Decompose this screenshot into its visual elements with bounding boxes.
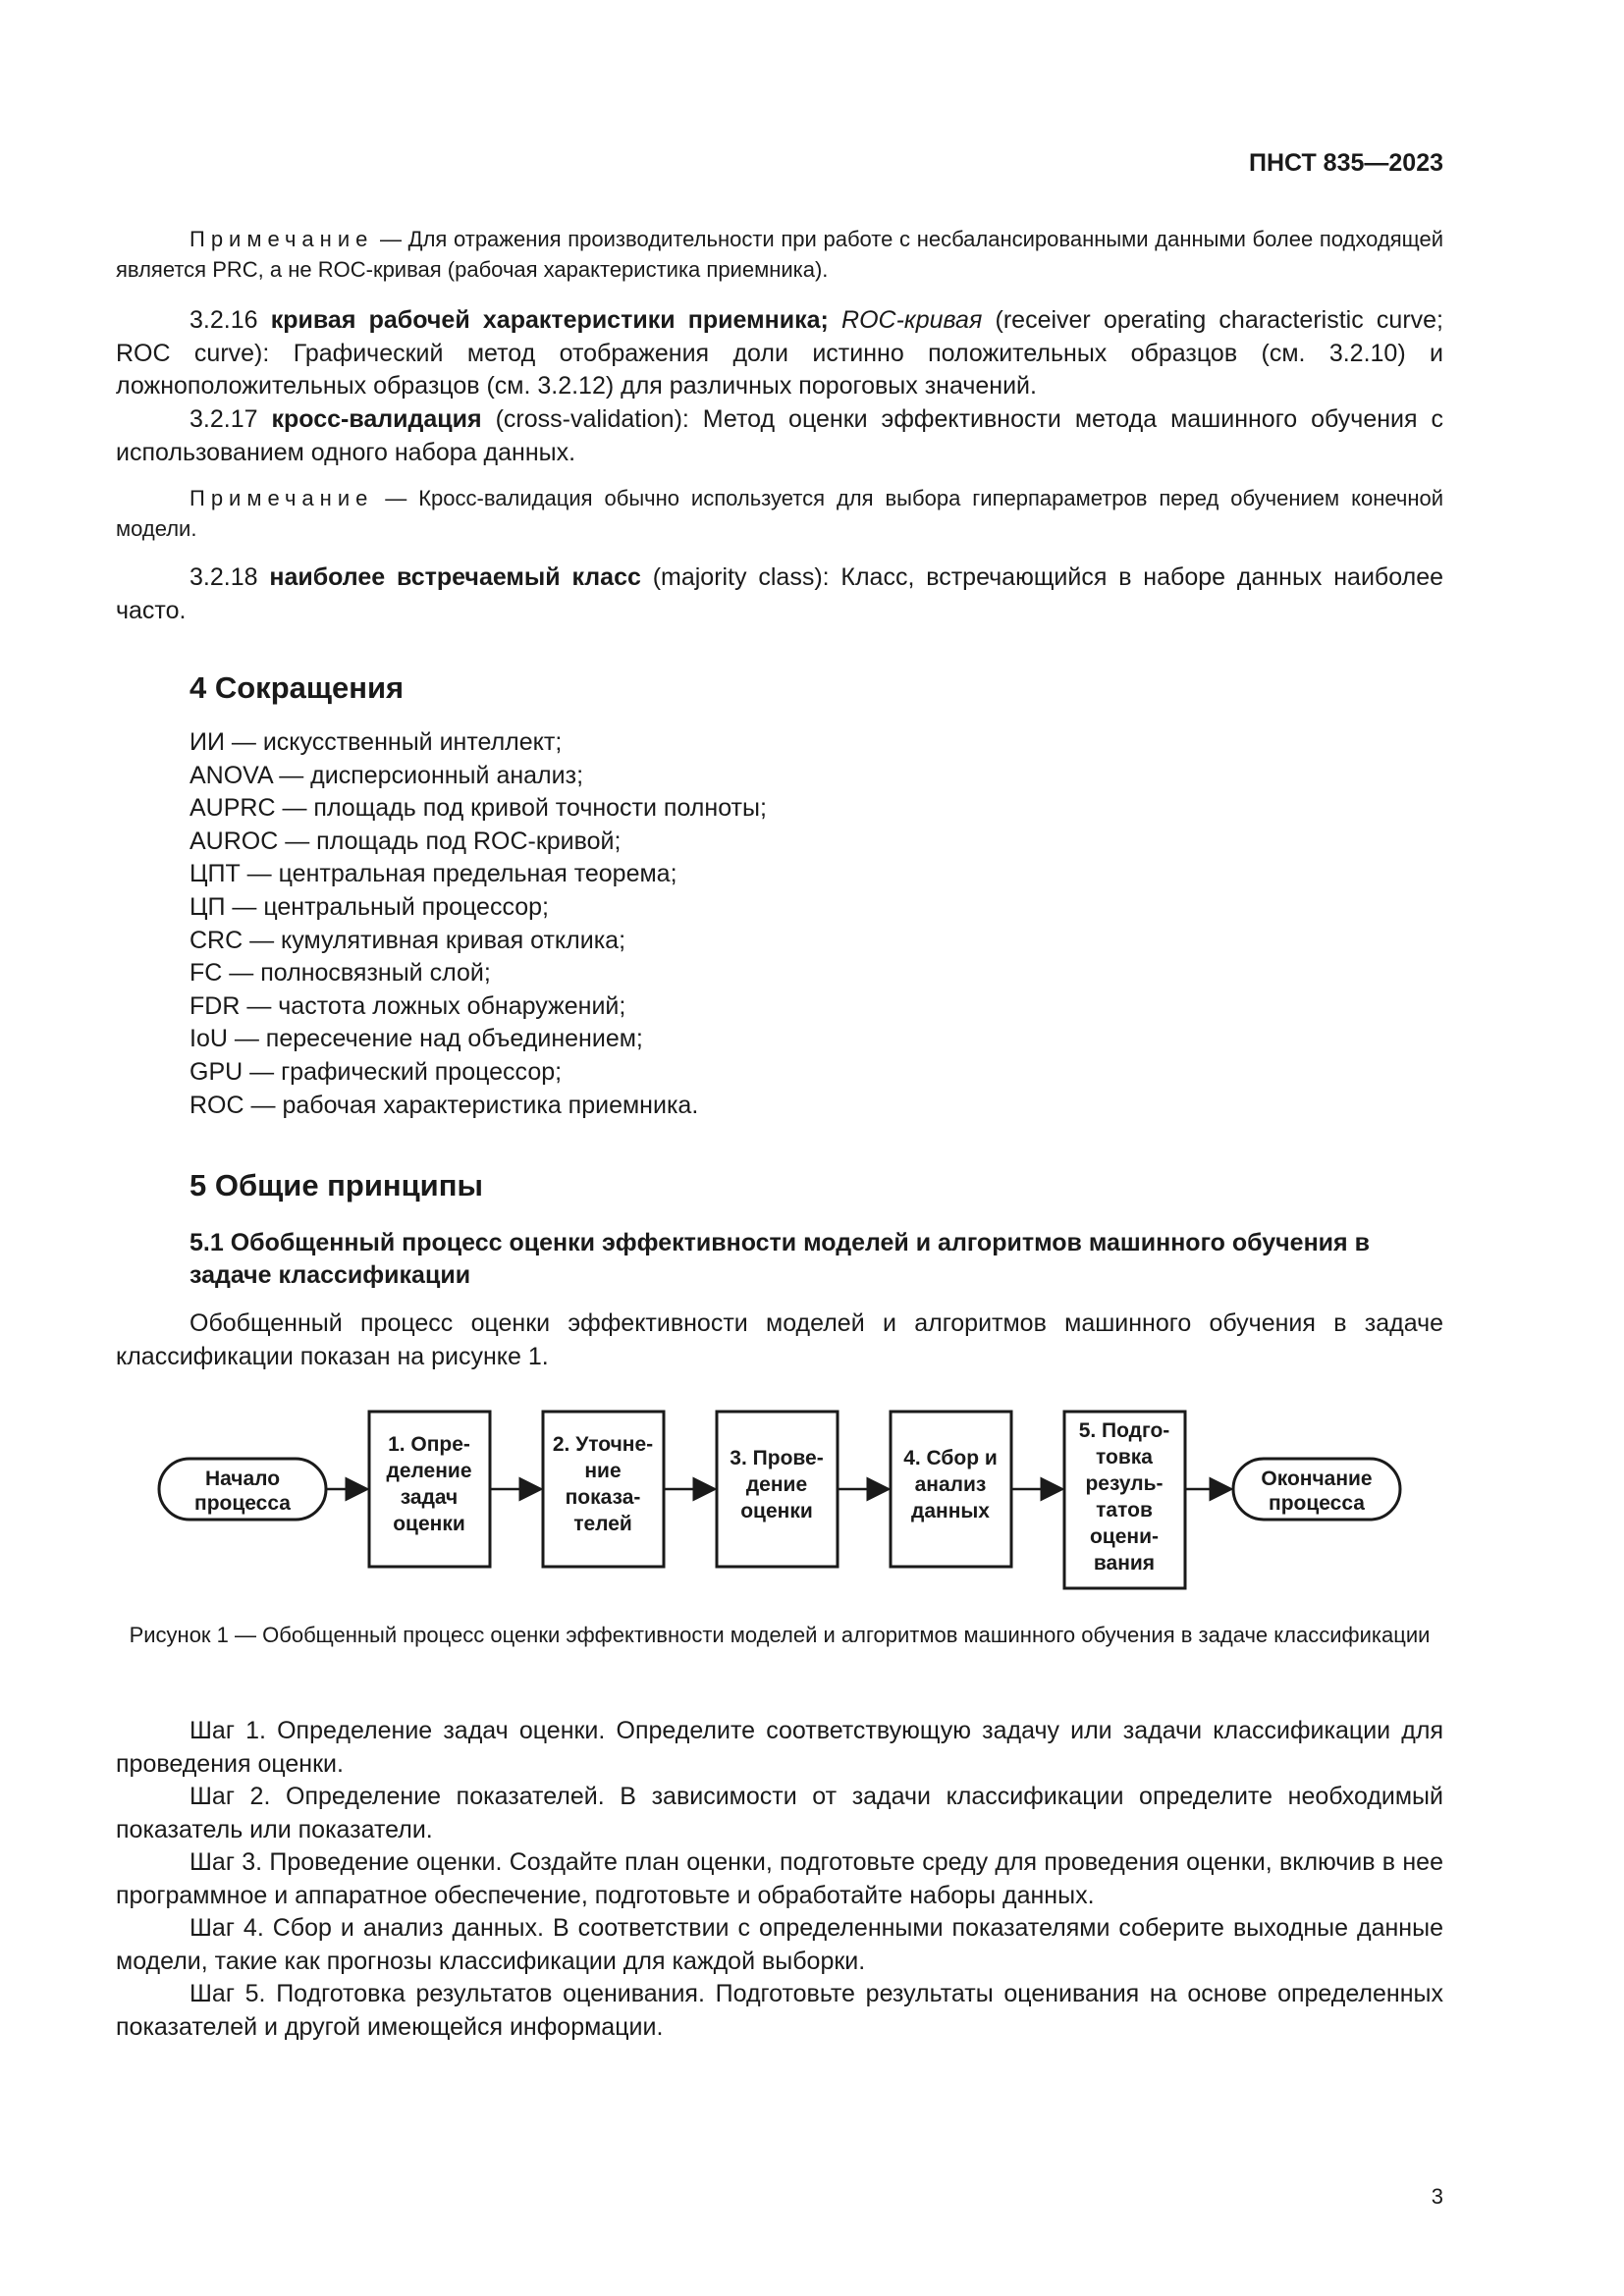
step-1-label-line: задач <box>400 1486 459 1509</box>
step-5-label-line: 5. Подго- <box>1078 1419 1170 1442</box>
abbreviation-item: ANOVA — дисперсионный анализ; <box>189 761 584 789</box>
abbreviations-list <box>116 726 1443 1122</box>
step-4-label-line: данных <box>911 1500 990 1522</box>
step-4-label-line: анализ <box>914 1473 987 1496</box>
term-3-2-16 <box>116 304 1443 403</box>
term-definition: (majority class): Класс, встречающийся в наборе данных наиболее часто. <box>116 563 1443 624</box>
term-title: наиболее встречаемый класс <box>269 563 641 591</box>
figure-caption: Рисунок 1 — Обобщенный процесс оценки эффективности моделей и алгоритмов машинного обучения в задаче классификации <box>129 1623 1431 1647</box>
note-label: Примечание <box>189 486 374 510</box>
step-4-label-line: 4. Сбор и <box>903 1447 998 1469</box>
step-paragraph: Шаг 1. Определение задач оценки. Определите соответствующую задачу или задачи классификации для проведения оценки. <box>116 1717 1443 1778</box>
note-2 <box>116 483 1443 544</box>
abbreviations-list-wrap <box>116 726 1443 1122</box>
step-1-label-line: деление <box>386 1460 472 1482</box>
section-4-title: 4 Сокращения <box>189 670 405 705</box>
section-5-intro: Обобщенный процесс оценки эффективности моделей и алгоритмов машинного обучения в задаче классификации показан на рисунке 1. <box>116 1309 1443 1370</box>
step-2-label-line: 2. Уточне- <box>552 1433 654 1456</box>
section-5-intro-wrap <box>116 1308 1443 1373</box>
abbreviation-item: AUPRC — площадь под кривой точности полноты; <box>189 794 767 823</box>
step-2-label-line: показа- <box>565 1486 641 1509</box>
term-definition: (receiver operating characteristic curve; ROC curve): Графический метод отображения доли истинно положительных образцов (см. 3.2.10) и ложноположительных образцов (см. 3.2.12) для различных пороговых значений. <box>116 306 1443 400</box>
term-title: кривая рабочей характеристики приемника; <box>270 306 829 334</box>
step-paragraph: Шаг 2. Определение показателей. В зависимости от задачи классификации определите необходимый показатель или показатели. <box>116 1783 1443 1843</box>
abbreviation-item: ЦП — центральный процессор; <box>189 892 549 921</box>
term-3-2-17 <box>116 403 1443 469</box>
step-paragraph: Шаг 5. Подготовка результатов оценивания. Подготовьте результаты оценивания на основе определенных показателей и другой имеющейся информации. <box>116 1980 1443 2041</box>
start-label-line: процесса <box>194 1492 291 1515</box>
step-2-label-line: ние <box>584 1460 622 1482</box>
term-alt: ROC-кривая <box>828 306 983 334</box>
note-1 <box>116 224 1443 285</box>
step-5-label-line: резуль- <box>1085 1472 1164 1495</box>
section-5-title: 5 Общие принципы <box>189 1168 483 1202</box>
abbreviation-item: ROC — рабочая характеристика приемника. <box>189 1091 699 1119</box>
note-label: Примечание <box>189 227 374 251</box>
step-3-label-line: оценки <box>740 1500 813 1522</box>
step-5-label-line: товка <box>1096 1446 1153 1468</box>
term-number: 3.2.16 <box>189 306 271 334</box>
note-text: — Кросс-валидация обычно используется для выбора гиперпараметров перед обучением конечной модели. <box>116 486 1443 541</box>
step-2-label-line: телей <box>573 1513 632 1535</box>
step-1-label-line: оценки <box>393 1513 465 1535</box>
abbreviation-item: FDR — частота ложных обнаружений; <box>189 991 626 1020</box>
process-flowchart <box>116 1394 1443 1610</box>
step-5-label-line: татов <box>1096 1499 1153 1522</box>
section-4-heading-wrap <box>116 670 1443 706</box>
abbreviation-item: GPU — графический процессор; <box>189 1057 563 1086</box>
steps-list <box>116 1715 1443 2044</box>
section-5-heading-wrap <box>116 1168 1443 1203</box>
step-5-label-line: оцени- <box>1089 1525 1160 1548</box>
note-text: — Для отражения производительности при работе с несбалансированными данными более подходящей является PRC, а не ROC-кривая (рабочая характеристика приемника). <box>116 227 1443 282</box>
step-5-label-line: вания <box>1093 1552 1156 1575</box>
abbreviation-item: FC — полносвязный слой; <box>189 959 491 988</box>
step-paragraph: Шаг 3. Проведение оценки. Создайте план оценки, подготовьте среду для проведения оценки, включив в нее программное и аппаратное обеспечение, подготовьте и обработайте наборы данных. <box>116 1848 1443 1909</box>
end-label-line: процесса <box>1269 1492 1365 1515</box>
page-number: 3 <box>1431 2184 1443 2209</box>
document-code: ПНСТ 835—2023 <box>1249 149 1443 177</box>
abbreviation-item: AUROC — площадь под ROC-кривой; <box>189 827 622 855</box>
step-3-label-line: 3. Прове- <box>730 1447 824 1469</box>
subsection-5-1-wrap <box>116 1227 1443 1292</box>
abbreviation-item: IoU — пересечение над объединением; <box>189 1025 643 1053</box>
term-definition: (cross-validation): Метод оценки эффективности метода машинного обучения с использованием одного набора данных. <box>116 405 1443 466</box>
step-3-label-line: дение <box>745 1473 808 1496</box>
start-label-line: Начало <box>204 1468 281 1490</box>
subsection-5-1-title: 5.1 Обобщенный процесс оценки эффективности моделей и алгоритмов машинного обучения в задаче классификации <box>189 1229 1370 1289</box>
end-label-line: Окончание <box>1261 1468 1373 1490</box>
term-3-2-18 <box>116 561 1443 627</box>
step-1-label-line: 1. Опре- <box>388 1433 470 1456</box>
abbreviation-item: CRC — кумулятивная кривая отклика; <box>189 926 626 954</box>
term-number: 3.2.18 <box>189 563 270 591</box>
abbreviation-item: ИИ — искусственный интеллект; <box>189 728 563 756</box>
abbreviation-item: ЦПТ — центральная предельная теорема; <box>189 860 677 888</box>
term-title: кросс-валидация <box>271 405 482 433</box>
step-paragraph: Шаг 4. Сбор и анализ данных. В соответствии с определенными показателями соберите выходные данные модели, такие как прогнозы классификации для каждой выборки. <box>116 1914 1443 1975</box>
term-number: 3.2.17 <box>189 405 272 433</box>
